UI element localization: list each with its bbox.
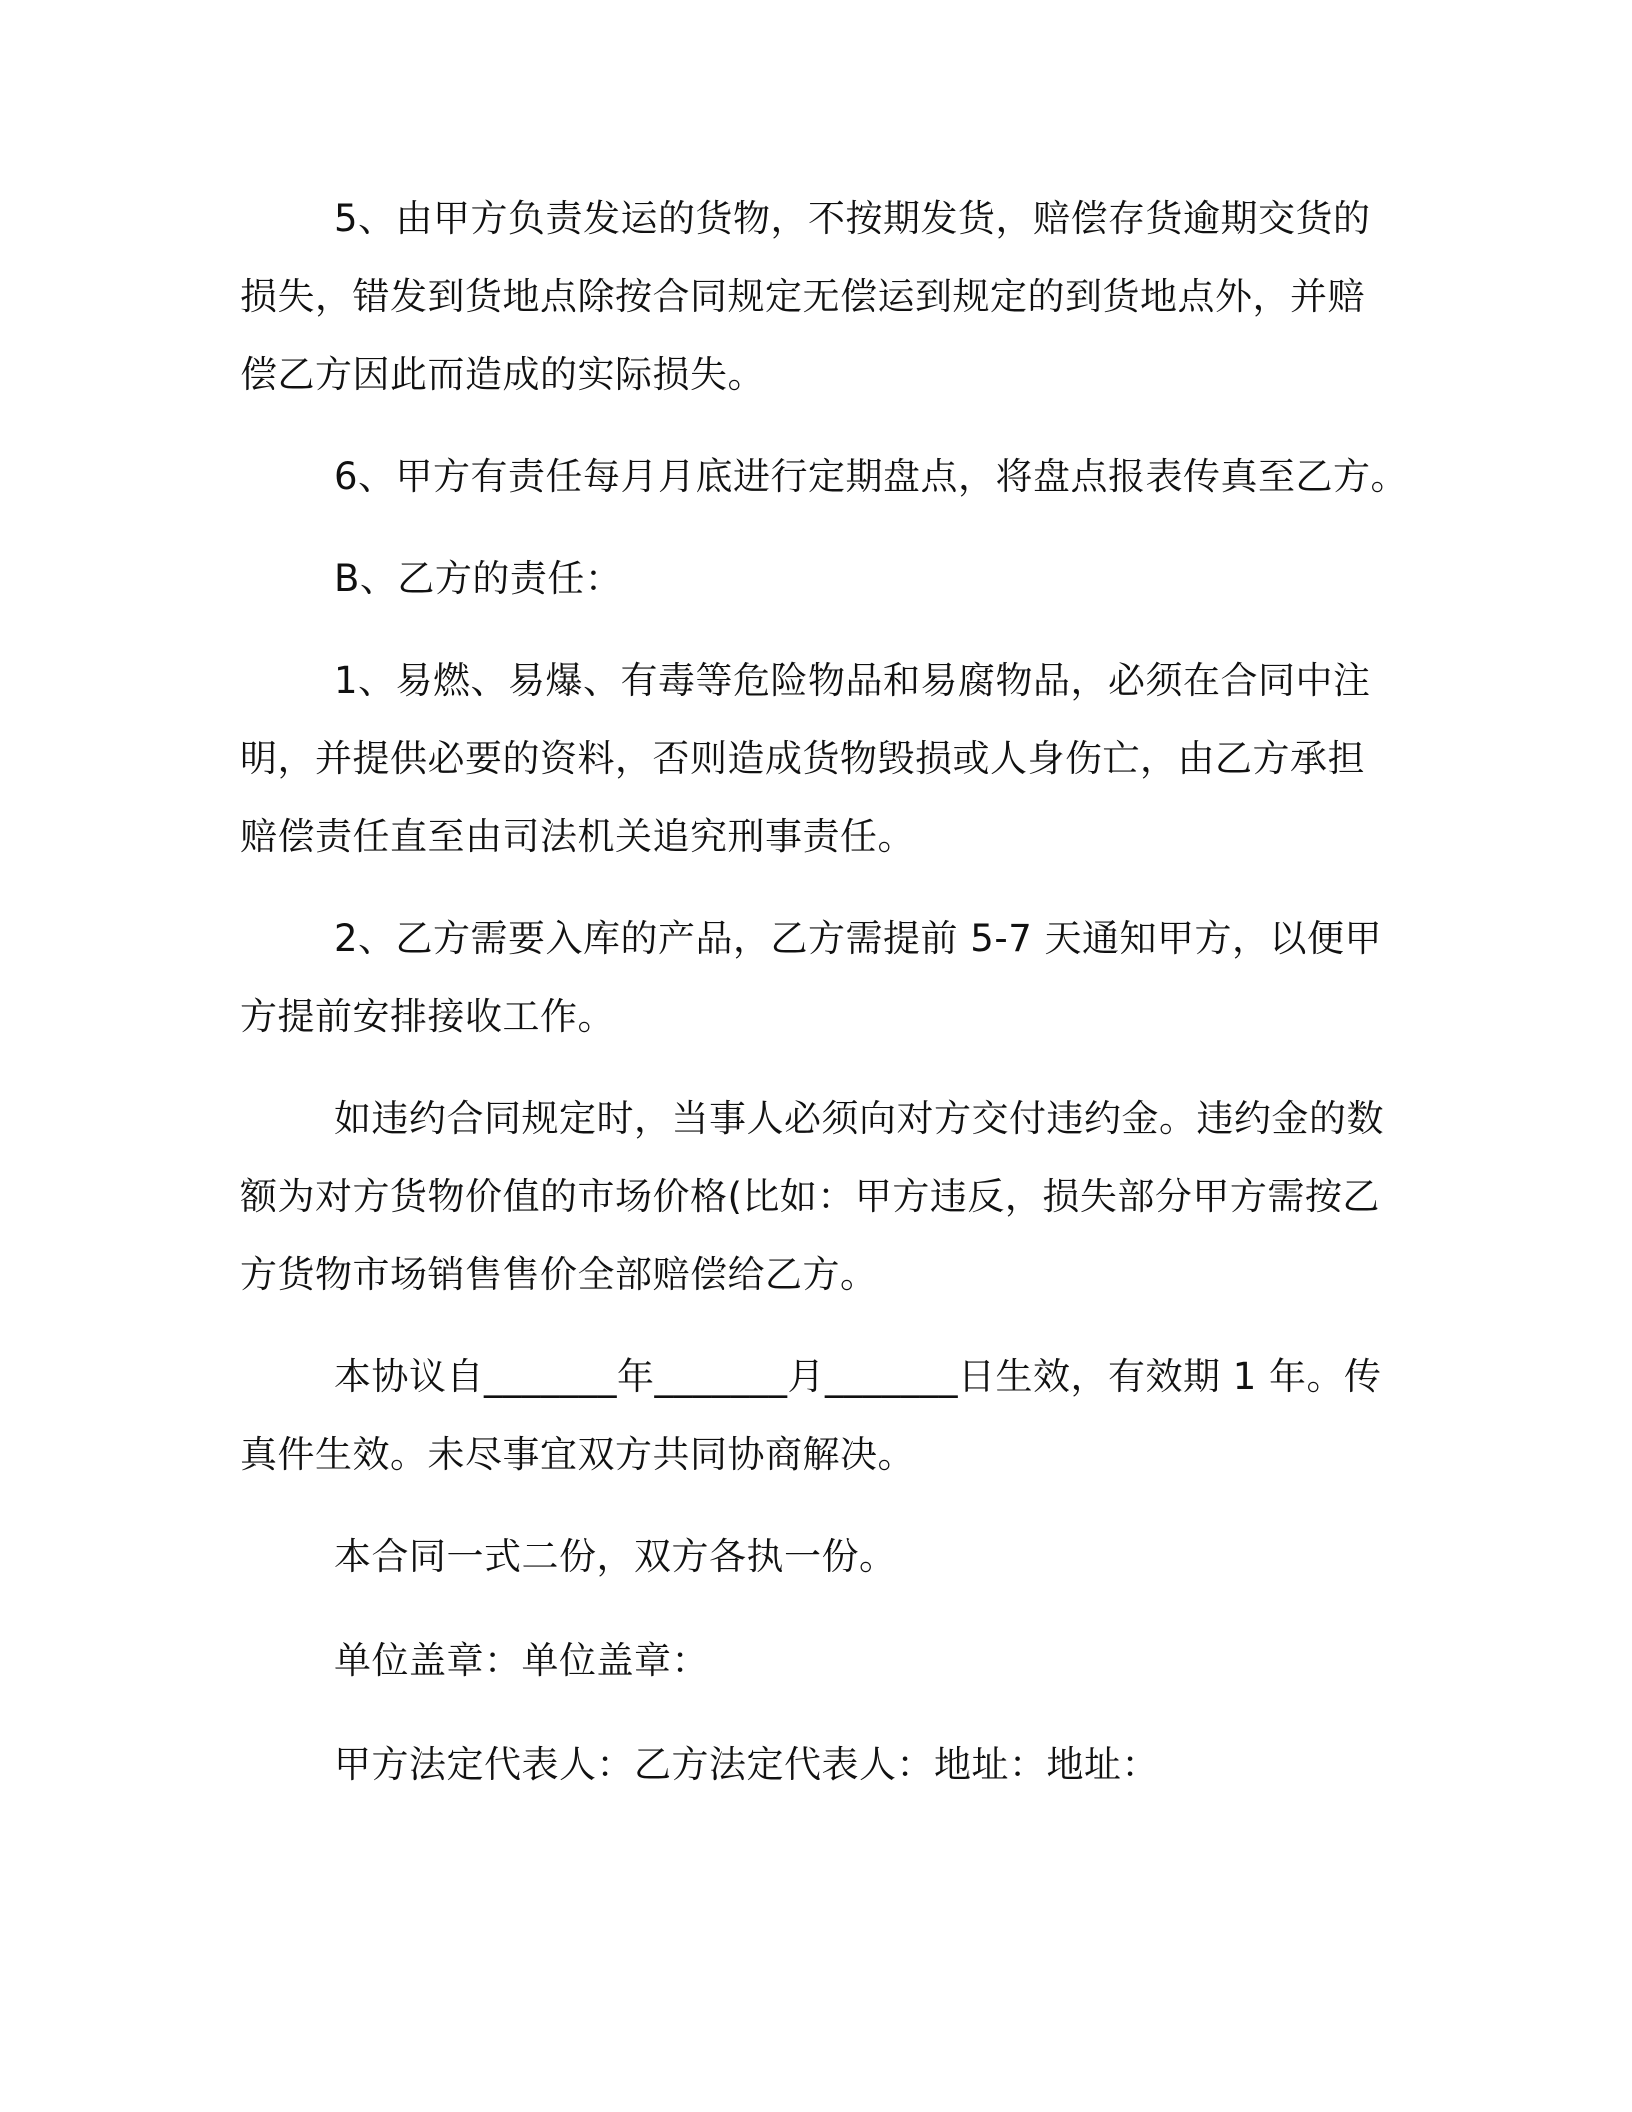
section-heading-party-b: B、乙方的责任：: [334, 557, 623, 600]
paragraph-clause-5: 5、由甲方负责发运的货物，不按期发货，赔偿存货逾期交货的损失，错发到货地点除按合同规定无偿运到规定的到货地点外，并赔偿乙方因此而造成的实际损失。: [240, 197, 1371, 396]
paragraph-penalty: 如违约合同规定时，当事人必须向对方交付违约金。违约金的数额为对方货物价值的市场价格(比如：甲方违反，损失部分甲方需按乙方货物市场销售售价全部赔偿给乙方。: [240, 1097, 1384, 1296]
signature-representatives-line: 甲方法定代表人：乙方法定代表人：地址：地址：: [334, 1743, 1159, 1786]
paragraph-clause-6: 6、甲方有责任每月月底进行定期盘点，将盘点报表传真至乙方。: [334, 455, 1409, 498]
paragraph-b-clause-1: 1、易燃、易爆、有毒等危险物品和易腐物品，必须在合同中注明，并提供必要的资料，否则造成货物毁损或人身伤亡，由乙方承担赔偿责任直至由司法机关追究刑事责任。: [240, 659, 1371, 858]
paragraph-b-clause-2: 2、乙方需要入库的产品，乙方需提前 5-7 天通知甲方，以便甲方提前安排接收工作。: [240, 917, 1382, 1038]
document-body: [240, 180, 1409, 1804]
paragraph-effective-date: 本协议自_______年_______月_______日生效，有效期 1 年。传真件生效。未尽事宜双方共同协商解决。: [240, 1355, 1382, 1476]
signature-seal-line: 单位盖章：单位盖章：: [334, 1639, 709, 1682]
paragraph-copies: 本合同一式二份，双方各执一份。: [334, 1535, 897, 1578]
